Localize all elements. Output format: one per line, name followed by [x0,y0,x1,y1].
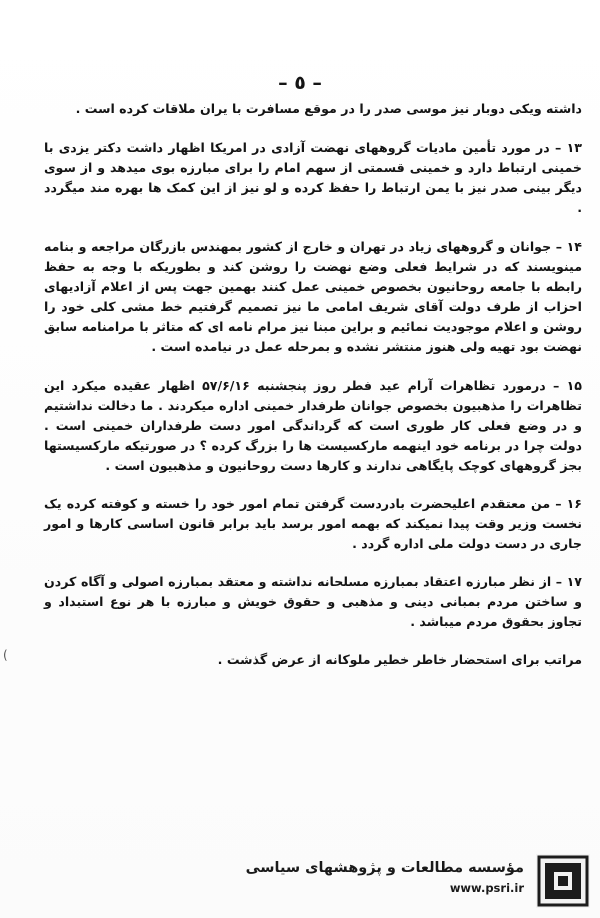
institute-name: مؤسسه مطالعات و پژوهشهای سیاسی [245,860,524,876]
institute-logo-icon [536,854,590,908]
closing-line: مراتب برای استحضار خاطر خطیر ملوکانه از عرض گذشت . [217,652,582,667]
paragraph-14: ۱۴ – جوانان و گروههای زیاد در تهران و خارج از کشور بمهندس بازرگان مراجعه و بنامه مینویسند که در شرایط فعلی وضع نهضت را روشن کند و بطوریکه با وجه به حفظ رابطه با جامعه روحانیون بخصوص خمینی عمل کنند بهمین جهت پس از اعلام آزادیهای احزاب از طرف دولت آقای شریف امامی ما نیز تصمیم گرفتیم خط مشی کلی خود را روشن و اعلام موجودیت نمائیم و براین مبنا نیز مرام نامه ای که متاثر با مرامنامه سابق نهضت بود تهیه ولی هنوز منتشر نشده و بمرحله عمل در نیامده است . [44,239,582,354]
paragraph-16: ۱۶ – من معتقدم اعلیحضرت بادردست گرفتن تمام امور خود را خسته و کوفته کرده یک نخست وزیر وقت پیدا نمیکند که بهمه امور برسد باید برابر قانون اساسی کارها و امور جاری در دست دولت ملی اداره گردد . [44,496,582,551]
page-number: – ٥ – [278,72,322,94]
paragraph-13: ۱۳ – در مورد تأمین مادیات گروههای نهضت آزادی در امریکا اظهار داشت دکتر یزدی با خمینی ارتباط دارد و خمینی قسمتی از سهم امام را برای مبارزه بوی میدهد و از سوی دیگر بینی صدر نیز با یمن ارتباط را حفظ کرده و لو نیز از این کمک ها بهره مند میگردد . [44,140,582,215]
paragraph-17: ۱۷ – از نظر مبارزه اعتقاد بمبارزه مسلحانه نداشته و معتقد بمبارزه اصولی و آگاه کردن و ساختن مردم بمبانی دینی و مذهبی و حقوق خویش و مبارزه با هر نوع استبداد و تجاوز بحقوق مردم میباشد . [44,574,582,629]
paragraph-continuation: داشته ویکی دوبار نیز موسی صدر را در موقع مسافرت با یران ملاقات کرده است . [75,101,582,116]
institute-watermark [245,844,594,908]
document-body [44,99,582,670]
institute-website: www.psri.ir [449,881,524,895]
margin-mark: ( [3,648,8,662]
paragraph-15: ۱۵ – درمورد تظاهرات آرام عید فطر روز پنجشنبه ۵۷/۶/۱۶ اظهار عقیده میکرد این تظاهرات را مذهبیون بخصوص جوانان طرفدار خمینی اداره میکردند . ما دخالت نداشتیم و در وضع فعلی کار طوری است که گرداندگی امور دست طرفداران خمینی است . دولت چرا در برنامه خود اینهمه مارکسیست ها را بزرگ کرده ؟ در صورتیکه مارکسیستها بجز گروههای کوچک پایگاهی ندارند و کارها دست روحانیون و مذهبیون است . [44,378,582,473]
